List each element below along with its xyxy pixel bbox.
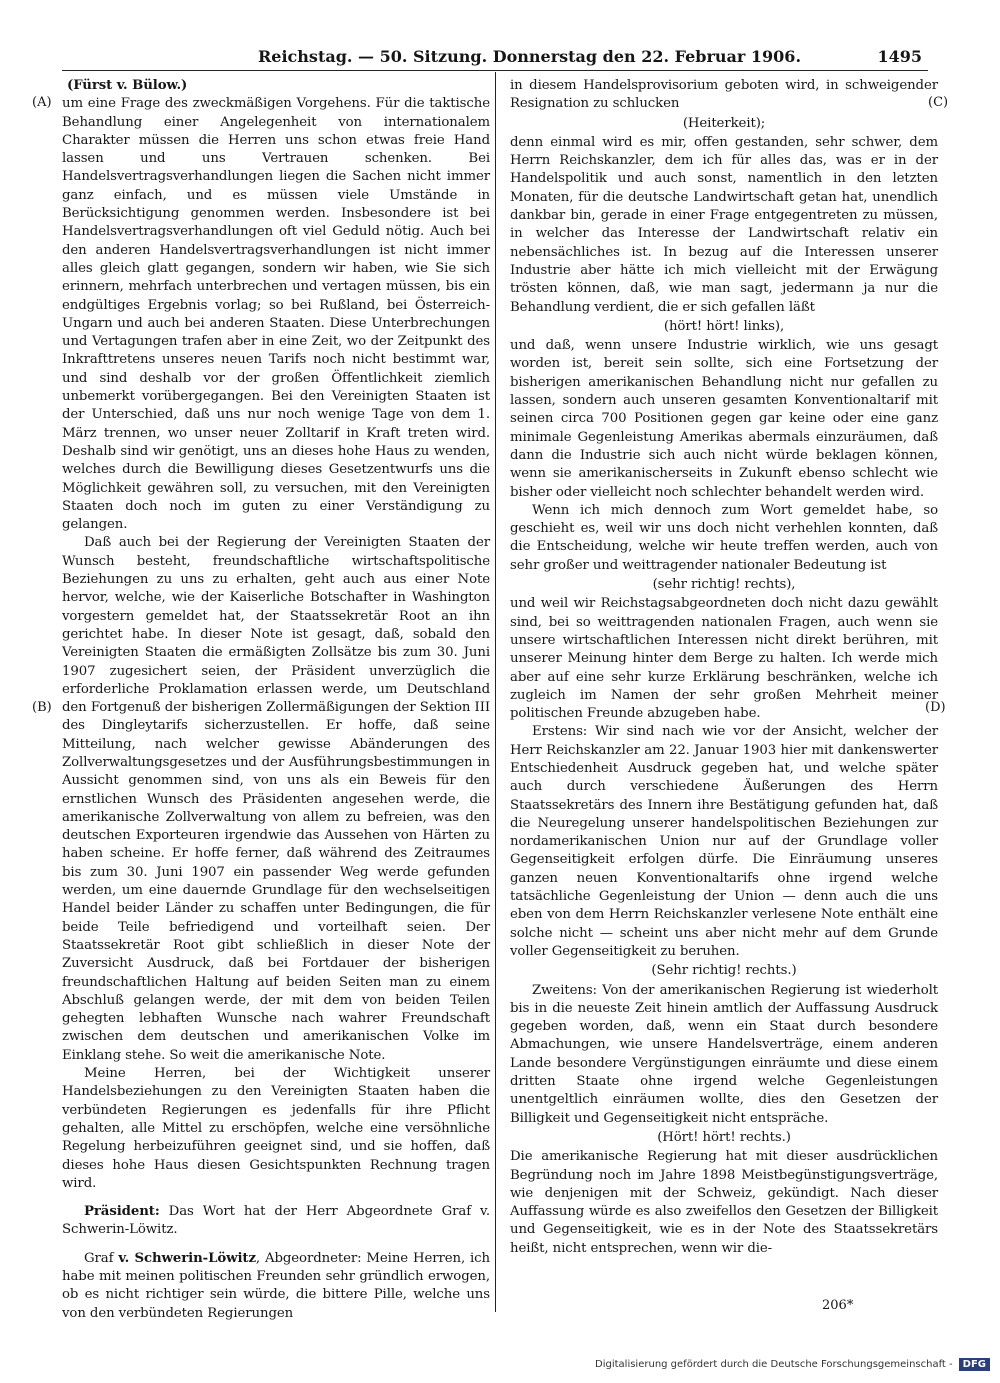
paragraph: Daß auch bei der Regierung der Vereinigten Staaten der Wunsch besteht, freundschaftliche wirtschaftspolitische Beziehungen zu uns zu erhalten, geht auch aus einer Note hervor, welche, wie der Kaiserliche Botschafter in Washington vorgestern gemeldet hat, der Staatssekretär Root an ihn gerichtet habe. In dieser Note ist gesagt, daß, sobald den Vereinigten Staaten die ermäßigten Zollsätze bis zum 30. Juni 1907 zugesichert seien, der Präsident unverzüglich die erforderliche Proklamation erlassen werde, um Deutschland den Fortgenuß der bisherigen Zollermäßigungen der Sektion III des Dingleytarifs sicherzustellen. Er hoffe, daß seine Mitteilung, nach welcher gewisse Abänderungen des Zollverwaltungsgesetzes und der Ausführungsbestimmungen in Aussicht genommen sind, von uns als ein Beweis für den ernstlichen Wunsch des Präsidenten angesehen werde, die amerikanische Zollverwaltung von allem zu befreien, was den deutschen Exporteuren irgendwie das Aussehen von Härten zu haben scheine. Er hoffe ferner, daß während des Zeitraumes bis zum 30. Juni 1907 ein passender Weg werde gefunden werden, um eine dauernde Grundlage für den wechselseitigen Handel beider Länder zu schaffen unter Bedingungen, die für beide Teile befriedigend und vorteilhaft seien. Der Staatssekretär Root gibt schließlich in dieser Note der Zuversicht Ausdruck, daß bei Fortdauer der bisherigen freundschaftlichen Haltung auf beiden Seiten man zu einem Abschluß gelangen werde, der mit dem von beiden Teilen gehegten lebhaften Wunsche nach wahrer Freundschaft zwischen dem deutschen und amerikanischen Volke im Einklang stehe. So weit die amerikanische Note. [62,535,490,1063]
header-rule [62,70,928,71]
running-header-title: Reichstag. — 50. Sitzung. Donnerstag den 22. Februar 1906. [258,47,802,66]
interjection: (hört! hört! links), [663,318,785,334]
paragraph: denn einmal wird es mir, offen gestanden, sehr schwer, dem Herrn Reichskanzler, dem ich für alles das, was er in der Handelspolitik und auch sonst, namentlich in den letzten Monaten, für die deutsche Landwirtschaft getan hat, unendlich dankbar bin, gerade in einer Frage entgegentreten zu müssen, in welcher das Interesse der Landwirtschaft relativ ein nebensächliches ist. In bezug auf die Interessen unserer Industrie aber hätte ich mich vielleicht mit der Erwägung trösten können, daß, wie man sagt, jedermann ja nur die Behandlung verdient, die er sich gefallen läßt [510,134,938,315]
paragraph: Wenn ich mich dennoch zum Wort gemeldet habe, so geschieht es, weil wir uns doch nicht verhehlen konnten, daß die Entscheidung, welche wir heute treffen werden, auch von sehr großer und weittragender nationaler Bedeutung ist [510,502,938,573]
column-divider [495,72,496,1312]
paragraph: Erstens: Wir sind nach wie vor der Ansicht, welcher der Herr Reichskanzler am 22. Januar 1903 hier mit dankenswerter Entschiedenheit Ausdruck gegeben hat, und welche später auch durch verschiedene Äußerungen des Herrn Staatssekretärs des Innern ihre Bestätigung gefunden hat, daß die Neuregelung unserer handelspolitischen Beziehungen zur nordamerikanischen Union nur auf der Grundlage voller Gegenseitigkeit erfolgen dürfe. Die Einräumung unseres ganzen neuen Konventionaltarifs ohne irgend welche tatsächliche Gegenleistung der Union — denn auch die uns eben von dem Herrn Reichskanzler verlesene Note enthält eine solche nicht — scheint uns aber nicht mehr auf dem Grunde voller Gegenseitigkeit zu beruhen. [510,724,938,959]
footer-text: Digitalisierung gefördert durch die Deutsche Forschungsgemeinschaft - [595,1359,953,1370]
margin-marker-a: (A) [32,95,52,110]
interjection: (Heiterkeit); [682,115,766,131]
sheet-signature: 206* [822,1298,854,1313]
interjection: (sehr richtig! rechts), [652,577,796,593]
speaker-note: (Fürst v. Bülow.) [67,78,188,93]
paragraph: Zweitens: Von der amerikanischen Regierung ist wiederholt bis in die neueste Zeit hinein amtlich der Auffassung Ausdruck gegeben worden, daß, wenn ein Staat durch besondere Abmachungen, wie unsere Handelsverträge, einem anderen Lande besondere Vergünstigungen einräumte und diese einem dritten Staate ohne irgend welche Gegenleistungen unentgeltlich einräumen wollte, dies den Gesetzen der Billigkeit und Gegenseitigkeit nicht entspräche. [510,982,938,1126]
right-column [510,77,938,1258]
paragraph: und daß, wenn unsere Industrie wirklich, wie uns gesagt worden ist, bereit sein sollte, sich eine Fortsetzung der bisherigen amerikanischen Behandlung nicht nur gefallen zu lassen, sondern auch unseren gesamten Konventionaltarif mit seinen circa 700 Positionen gegen gar keine oder eine ganz minimale Gegenleistung Amerikas abermals einzuräumen, daß dann die Industrie sich auch nicht würde beklagen können, wenn sie amerikanischerseits in Zukunft ebenso schlecht wie bisher oder vielleicht noch schlechter behandelt werden wird. [510,338,938,500]
president-text: Das Wort hat der Herr Abgeordnete Graf v. Schwerin-Löwitz. [62,1204,490,1238]
margin-marker-d: (D) [925,700,946,715]
paragraph: Die amerikanische Regierung hat mit dieser ausdrücklichen Begründung noch im Jahre 1898 Meistbegünstigungsverträge, wie denjenigen mit der Schweiz, gekündigt. Nach dieser Auffassung würde es also zweifellos den Gesetzen der Billigkeit und Gegenseitigkeit, wie es in der Note des Staatssekretärs heißt, nicht entsprechen, wenn wir die- [510,1149,938,1256]
speaker-paragraph [62,1250,490,1323]
speaker-text: , Abgeordneter: Meine Herren, ich habe mit meinen politischen Freunden sehr gründlich erwogen, ob es nicht richtiger sein würde, die bittere Pille, welche uns von den verbündeten Regierungen [62,1250,490,1321]
president-paragraph [62,1203,490,1240]
paragraph: in diesem Handelsprovisorium geboten wird, in schweigender Resignation zu schlucken [510,78,938,112]
left-column [62,77,490,1323]
paragraph: um eine Frage des zweckmäßigen Vorgehens. Für die taktische Behandlung einer Angelegenheit von internationalem Charakter müssen die Herren uns schon etwas freie Hand lassen und uns Vertrauen schenken. Bei Handelsvertragsverhandlungen liegen die Sachen nicht immer ganz einfach, und es müssen viele Umstände in Berücksichtigung genommen werden. Insbesondere ist bei Handelsvertragsverhandlungen oft viel Geduld nötig. Auch bei den anderen Handelsvertragsverhandlungen ist nicht immer alles gleich glatt gegangen, sondern wir haben, wie Sie sich erinnern, mehrfach unterbrechen und vertagen müssen, bis ein endgültiges Ergebnis vorlag; so bei Rußland, bei Österreich-Ungarn und auch bei anderen Staaten. Diese Unterbrechungen und Vertagungen trafen aber in eine Zeit, wo der Zeitpunkt des Inkrafttretens unseres neuen Tarifs noch nicht bestimmt war, und sind deshalb vor der großen Öffentlichkeit ziemlich unbemerkt vorübergegangen. Bei den Vereinigten Staaten ist der Unterschied, daß uns nur noch wenige Tage von dem 1. März trennen, wo unser neuer Zolltarif in Kraft treten wird. Deshalb sind wir genötigt, uns an dieses hohe Haus zu wenden, welches durch die Bewilligung dieses Gesetzentwurfs uns die Möglichkeit gewähren soll, zu versuchen, mit den Vereinigten Staaten doch noch im guten zu einer Verständigung zu gelangen. [62,96,490,533]
page-number: 1495 [877,47,922,66]
margin-marker-c: (C) [928,95,949,110]
interjection: (Sehr richtig! rechts.) [651,963,797,979]
margin-marker-b: (B) [32,700,52,715]
interjection: (Hört! hört! rechts.) [657,1129,791,1145]
digitization-footer [595,1358,990,1371]
paragraph: und weil wir Reichstagsabgeordneten doch nicht dazu gewählt sind, bei so weittragenden nationalen Fragen, auch wenn sie unsere wirtschaftlichen Interessen nicht direkt berühren, mit unserer Meinung hinter dem Berge zu halten. Ich werde mich aber auf eine sehr kurze Erklärung beschränken, welche ich zugleich im Namen der sehr großen Mehrheit meiner politischen Freunde abzugeben habe. [510,596,938,722]
speaker-prefix: Graf [84,1250,119,1266]
speaker-name: v. Schwerin-Löwitz [118,1250,256,1266]
paragraph: Meine Herren, bei der Wichtigkeit unserer Handelsbeziehungen zu den Vereinigten Staaten haben die verbündeten Regierungen es jedenfalls für ihre Pflicht gehalten, alle Mittel zu erschöpfen, welche eine versöhnliche Regelung herbeizuführen geeignet sind, und sie hoffen, daß dieses hohe Haus diesen Gesichtspunkten Rechnung tragen wird. [62,1066,490,1191]
president-label: Präsident: [84,1204,160,1220]
dfg-logo: DFG [959,1358,990,1371]
